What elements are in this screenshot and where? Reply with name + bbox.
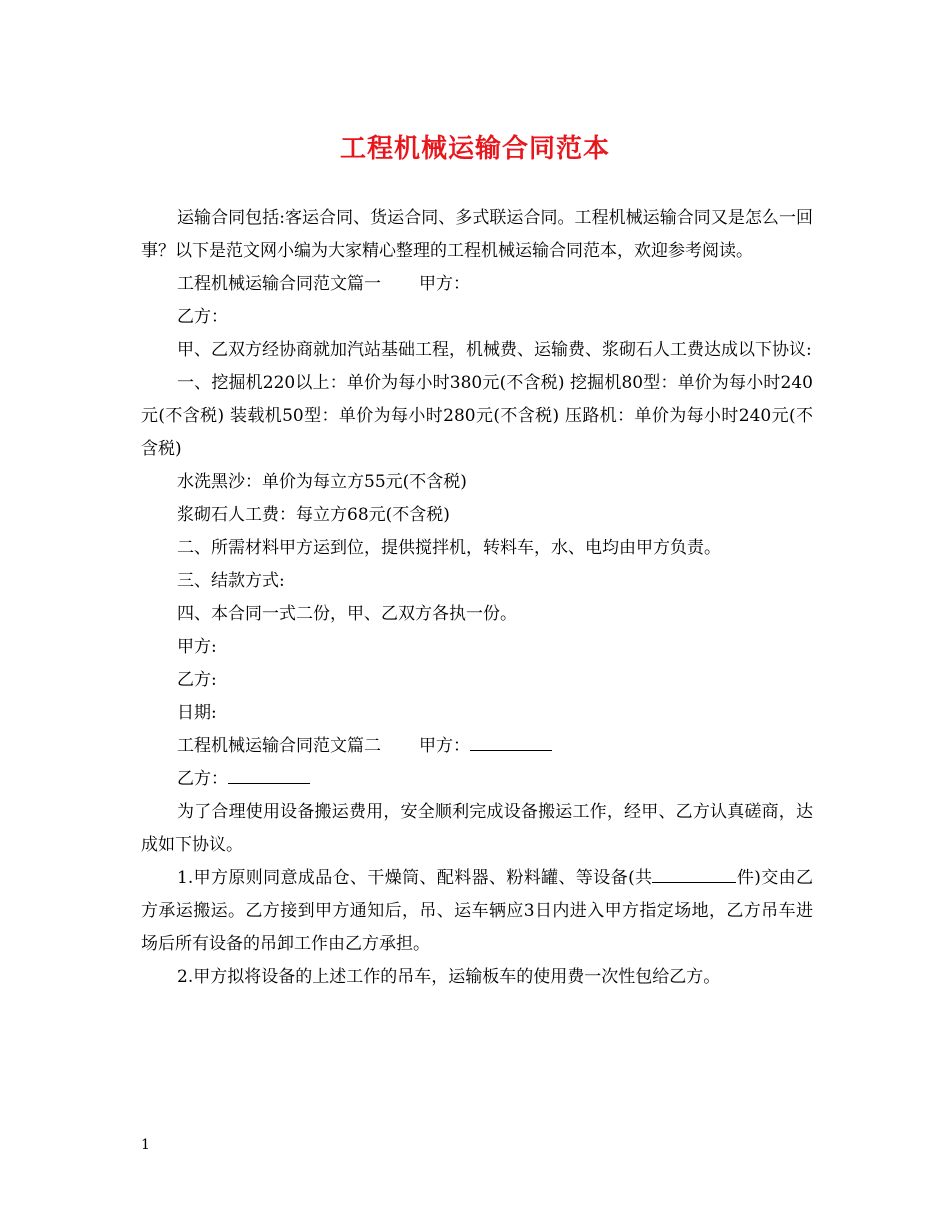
equipment-count-blank	[652, 882, 736, 883]
page-number: 1	[141, 1137, 150, 1153]
clause-one-part-1: 1.甲方原则同意成品仓、干燥筒、配料器、粉料罐、等设备(共	[177, 868, 653, 888]
signature-party-a: 甲方:	[177, 637, 217, 657]
section-two-heading: 工程机械运输合同范文篇二	[177, 736, 381, 756]
section-one-heading-line	[141, 268, 813, 301]
signature-party-b: 乙方:	[177, 670, 217, 690]
intro-paragraph: 运输合同包括:客运合同、货运合同、多式联运合同。工程机械运输合同又是怎么一回事？以下是范文网小编为大家精心整理的工程机械运输合同范本，欢迎参考阅读。	[141, 208, 813, 261]
agreement-paragraph: 甲、乙双方经协商就加汽站基础工程，机械费、运输费、浆砌石人工费达成以下协议:	[177, 340, 812, 360]
sand-price-paragraph: 水洗黑沙：单价为每立方55元(不含税)	[177, 472, 467, 492]
purpose-paragraph: 为了合理使用设备搬运费用，安全顺利完成设备搬运工作，经甲、乙方认真磋商，达成如下协议。	[141, 802, 813, 855]
party-b-line-2	[141, 763, 813, 796]
clause-one-paragraph	[141, 862, 813, 961]
pricing-paragraph: 一、挖掘机220以上：单价为每小时380元(不含税) 挖掘机80型：单价为每小时240元(不含税) 装载机50型：单价为每小时280元(不含税) 压路机：单价为每小时240元(不含税)	[141, 373, 813, 459]
copies-paragraph: 四、本合同一式二份，甲、乙双方各执一份。	[177, 604, 517, 624]
clause-one-part-2: 件)交由乙方承运搬运。乙方接到甲方通知后，吊、运车辆应3日内进入甲方指定场地，乙方吊车进场后所有设备的吊卸工作由乙方承担。	[141, 868, 813, 954]
document-body	[141, 202, 813, 994]
section-one-heading: 工程机械运输合同范文篇一	[177, 274, 381, 294]
clause-two-paragraph: 2.甲方拟将设备的上述工作的吊车，运输板车的使用费一次性包给乙方。	[177, 967, 721, 987]
party-a-blank	[470, 750, 552, 751]
signature-date: 日期:	[177, 703, 217, 723]
party-b-label-1: 乙方：	[177, 307, 228, 327]
document-title: 工程机械运输合同范本	[339, 134, 610, 164]
party-b-label-2: 乙方：	[177, 769, 228, 789]
payment-method-paragraph: 三、结款方式:	[177, 571, 285, 591]
section-two-heading-line	[141, 730, 813, 763]
materials-paragraph: 二、所需材料甲方运到位，提供搅拌机，转料车，水、电均由甲方负责。	[177, 538, 721, 558]
party-b-blank	[228, 783, 310, 784]
party-a-label-1: 甲方：	[419, 274, 470, 294]
labor-price-paragraph: 浆砌石人工费：每立方68元(不含税)	[177, 505, 450, 525]
party-a-label-2: 甲方：	[419, 736, 470, 756]
